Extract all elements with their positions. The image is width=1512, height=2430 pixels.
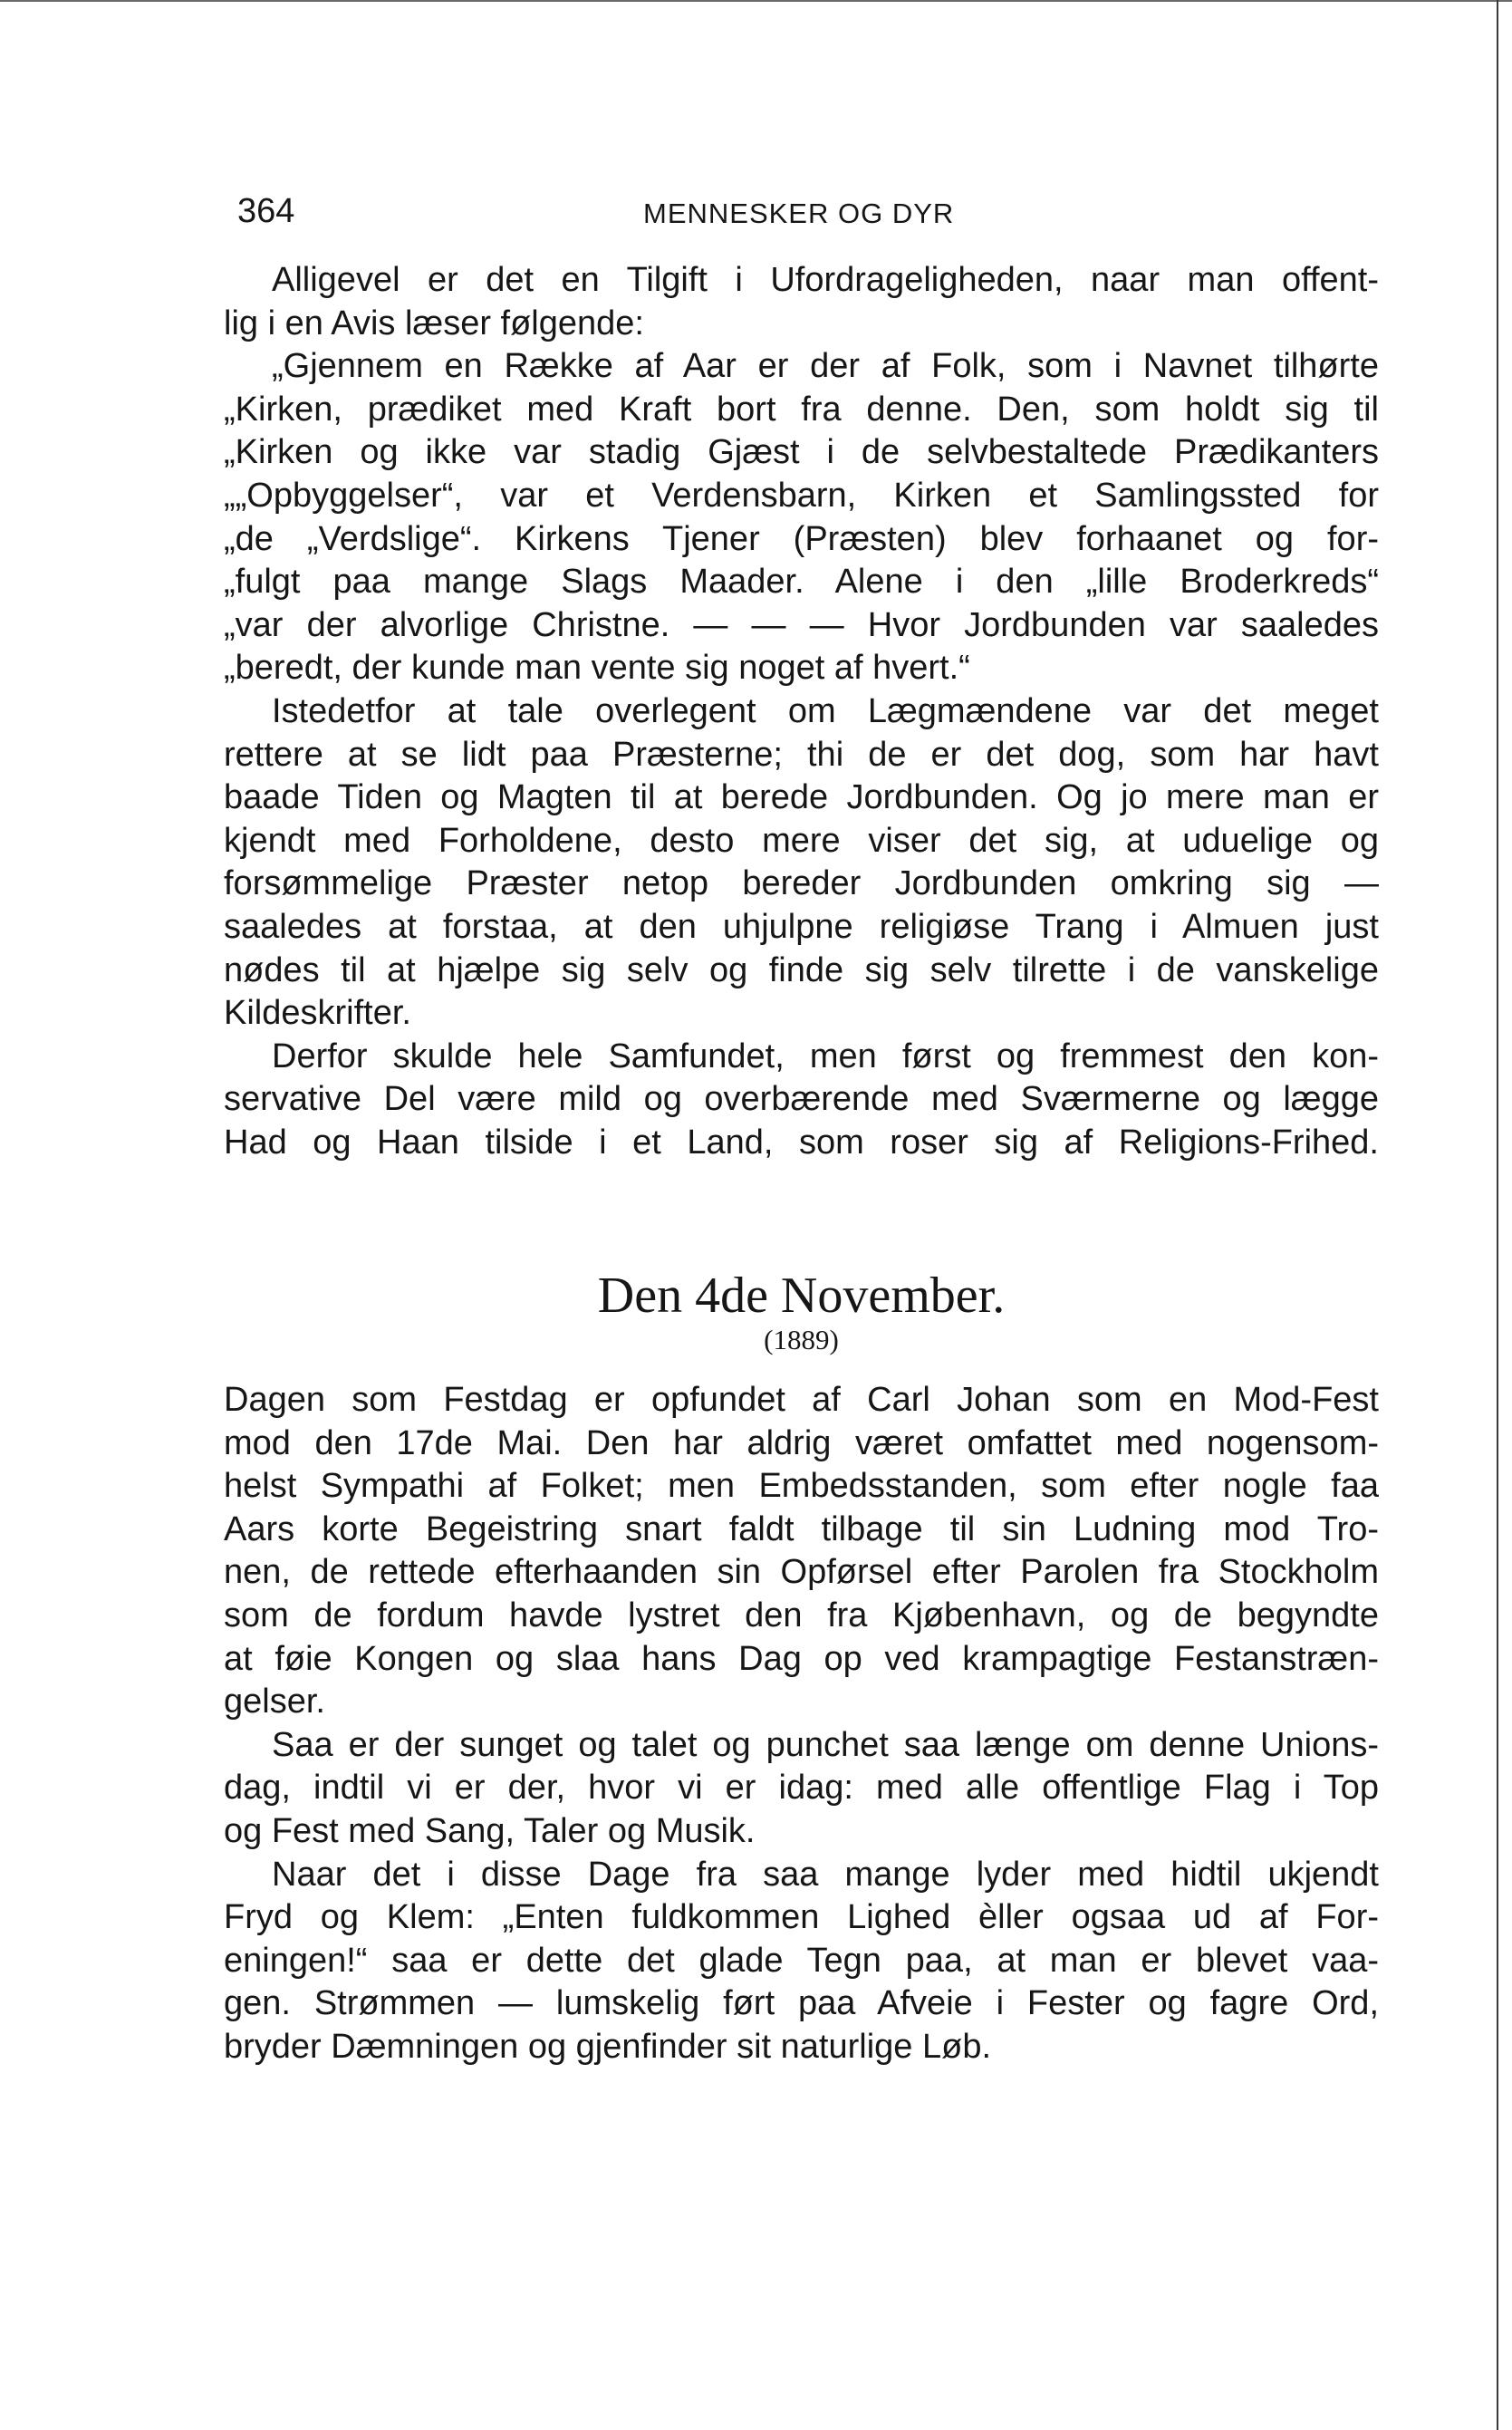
- text-line: mod den 17de Mai. Den har aldrig været omfattet med nogensom-: [224, 1423, 1379, 1462]
- text-line: gen. Strømmen — lumskelig ført paa Afveie i Fester og fagre Ord,: [224, 1984, 1379, 2023]
- text-line: bryder Dæmningen og gjenfinder sit naturlige Løb.: [224, 2027, 992, 2066]
- page-right-edge: [1497, 0, 1498, 2430]
- text-line: dag, indtil vi er der, hvor vi er idag: med alle offentlige Flag i Top: [224, 1769, 1379, 1808]
- text-line: som de fordum havde lystret den fra Kjøbenhavn, og de begyndte: [224, 1596, 1379, 1634]
- text-line: „„Opbyggelser“, var et Verdensbarn, Kirken et Samlingssted for: [224, 476, 1379, 515]
- text-line: at føie Kongen og slaa hans Dag op ved krampagtige Festanstræn-: [224, 1639, 1379, 1678]
- page-number: 364: [237, 192, 295, 230]
- text-line: Had og Haan tilside i et Land, som roser sig af Religions-Frihed.: [224, 1123, 1379, 1162]
- text-line: og Fest med Sang, Taler og Musik.: [224, 1811, 756, 1850]
- text-line: Istedetfor at tale overlegent om Lægmændene var det meget: [272, 691, 1379, 730]
- text-line: „beredt, der kunde man vente sig noget af hvert.“: [224, 649, 970, 688]
- text-line: Dagen som Festdag er opfundet af Carl Johan som en Mod-Fest: [224, 1381, 1379, 1419]
- text-line: gelser.: [224, 1683, 325, 1721]
- text-line: eningen!“ saa er dette det glade Tegn paa, at man er blevet vaa-: [224, 1941, 1379, 1980]
- text-line: „fulgt paa mange Slags Maader. Alene i den „lille Broderkreds“: [224, 563, 1379, 602]
- text-line: „Kirken og ikke var stadig Gjæst i de selvbestaltede Prædikanters: [224, 433, 1379, 472]
- section-year: (1889): [764, 1324, 839, 1355]
- section-title: Den 4de November.: [597, 1268, 1006, 1324]
- text-line: helst Sympathi af Folket; men Embedsstanden, som efter nogle faa: [224, 1467, 1379, 1506]
- text-line: „Kirken, prædiket med Kraft bort fra denne. Den, som holdt sig til: [224, 390, 1379, 429]
- text-line: „var der alvorlige Christne. — — — Hvor Jordbunden var saaledes: [224, 605, 1379, 644]
- text-line: Derfor skulde hele Samfundet, men først og fremmest den kon-: [272, 1037, 1379, 1075]
- page-header: [237, 188, 1379, 243]
- text-line: kjendt med Forholdene, desto mere viser det sig, at uduelige og: [224, 821, 1379, 860]
- text-line: „de „Verdslige“. Kirkens Tjener (Præsten) blev forhaanet og for-: [224, 519, 1379, 558]
- text-block-1: [224, 259, 1379, 1164]
- text-line: saaledes at forstaa, at den uhjulpne religiøse Trang i Almuen just: [224, 907, 1379, 946]
- text-line: nen, de rettede efterhaanden sin Opførsel efter Parolen fra Stockholm: [224, 1553, 1379, 1592]
- text-line: Kildeskrifter.: [224, 994, 411, 1033]
- running-head: MENNESKER OG DYR: [643, 198, 955, 229]
- text-line: forsømmelige Præster netop bereder Jordbunden omkring sig —: [224, 864, 1379, 903]
- text-line: Naar det i disse Dage fra saa mange lyder med hidtil ukjendt: [272, 1855, 1379, 1894]
- text-line: servative Del være mild og overbærende med Sværmerne og lægge: [224, 1080, 1379, 1119]
- text-line: Alligevel er det en Tilgift i Ufordrageligheden, naar man offent-: [272, 261, 1379, 299]
- text-line: „Gjennem en Række af Aar er der af Folk, som i Navnet tilhørte: [272, 347, 1379, 386]
- text-line: Aars korte Begeistring snart faldt tilbage til sin Ludning mod Tro-: [224, 1509, 1379, 1548]
- text-line: Saa er der sunget og talet og punchet saa længe om denne Unions-: [272, 1725, 1379, 1764]
- text-line: lig i en Avis læser følgende:: [224, 304, 644, 342]
- text-line: Fryd og Klem: „Enten fuldkommen Lighed èller ogsaa ud af For-: [224, 1898, 1379, 1937]
- page-top-edge: [0, 0, 1512, 2]
- text-line: nødes til at hjælpe sig selv og finde sig selv tilrette i de vanskelige: [224, 950, 1379, 989]
- text-block-2: [224, 1379, 1379, 2069]
- text-line: baade Tiden og Magten til at berede Jordbunden. Og jo mere man er: [224, 778, 1379, 817]
- text-line: rettere at se lidt paa Præsterne; thi de er det dog, som har havt: [224, 735, 1379, 774]
